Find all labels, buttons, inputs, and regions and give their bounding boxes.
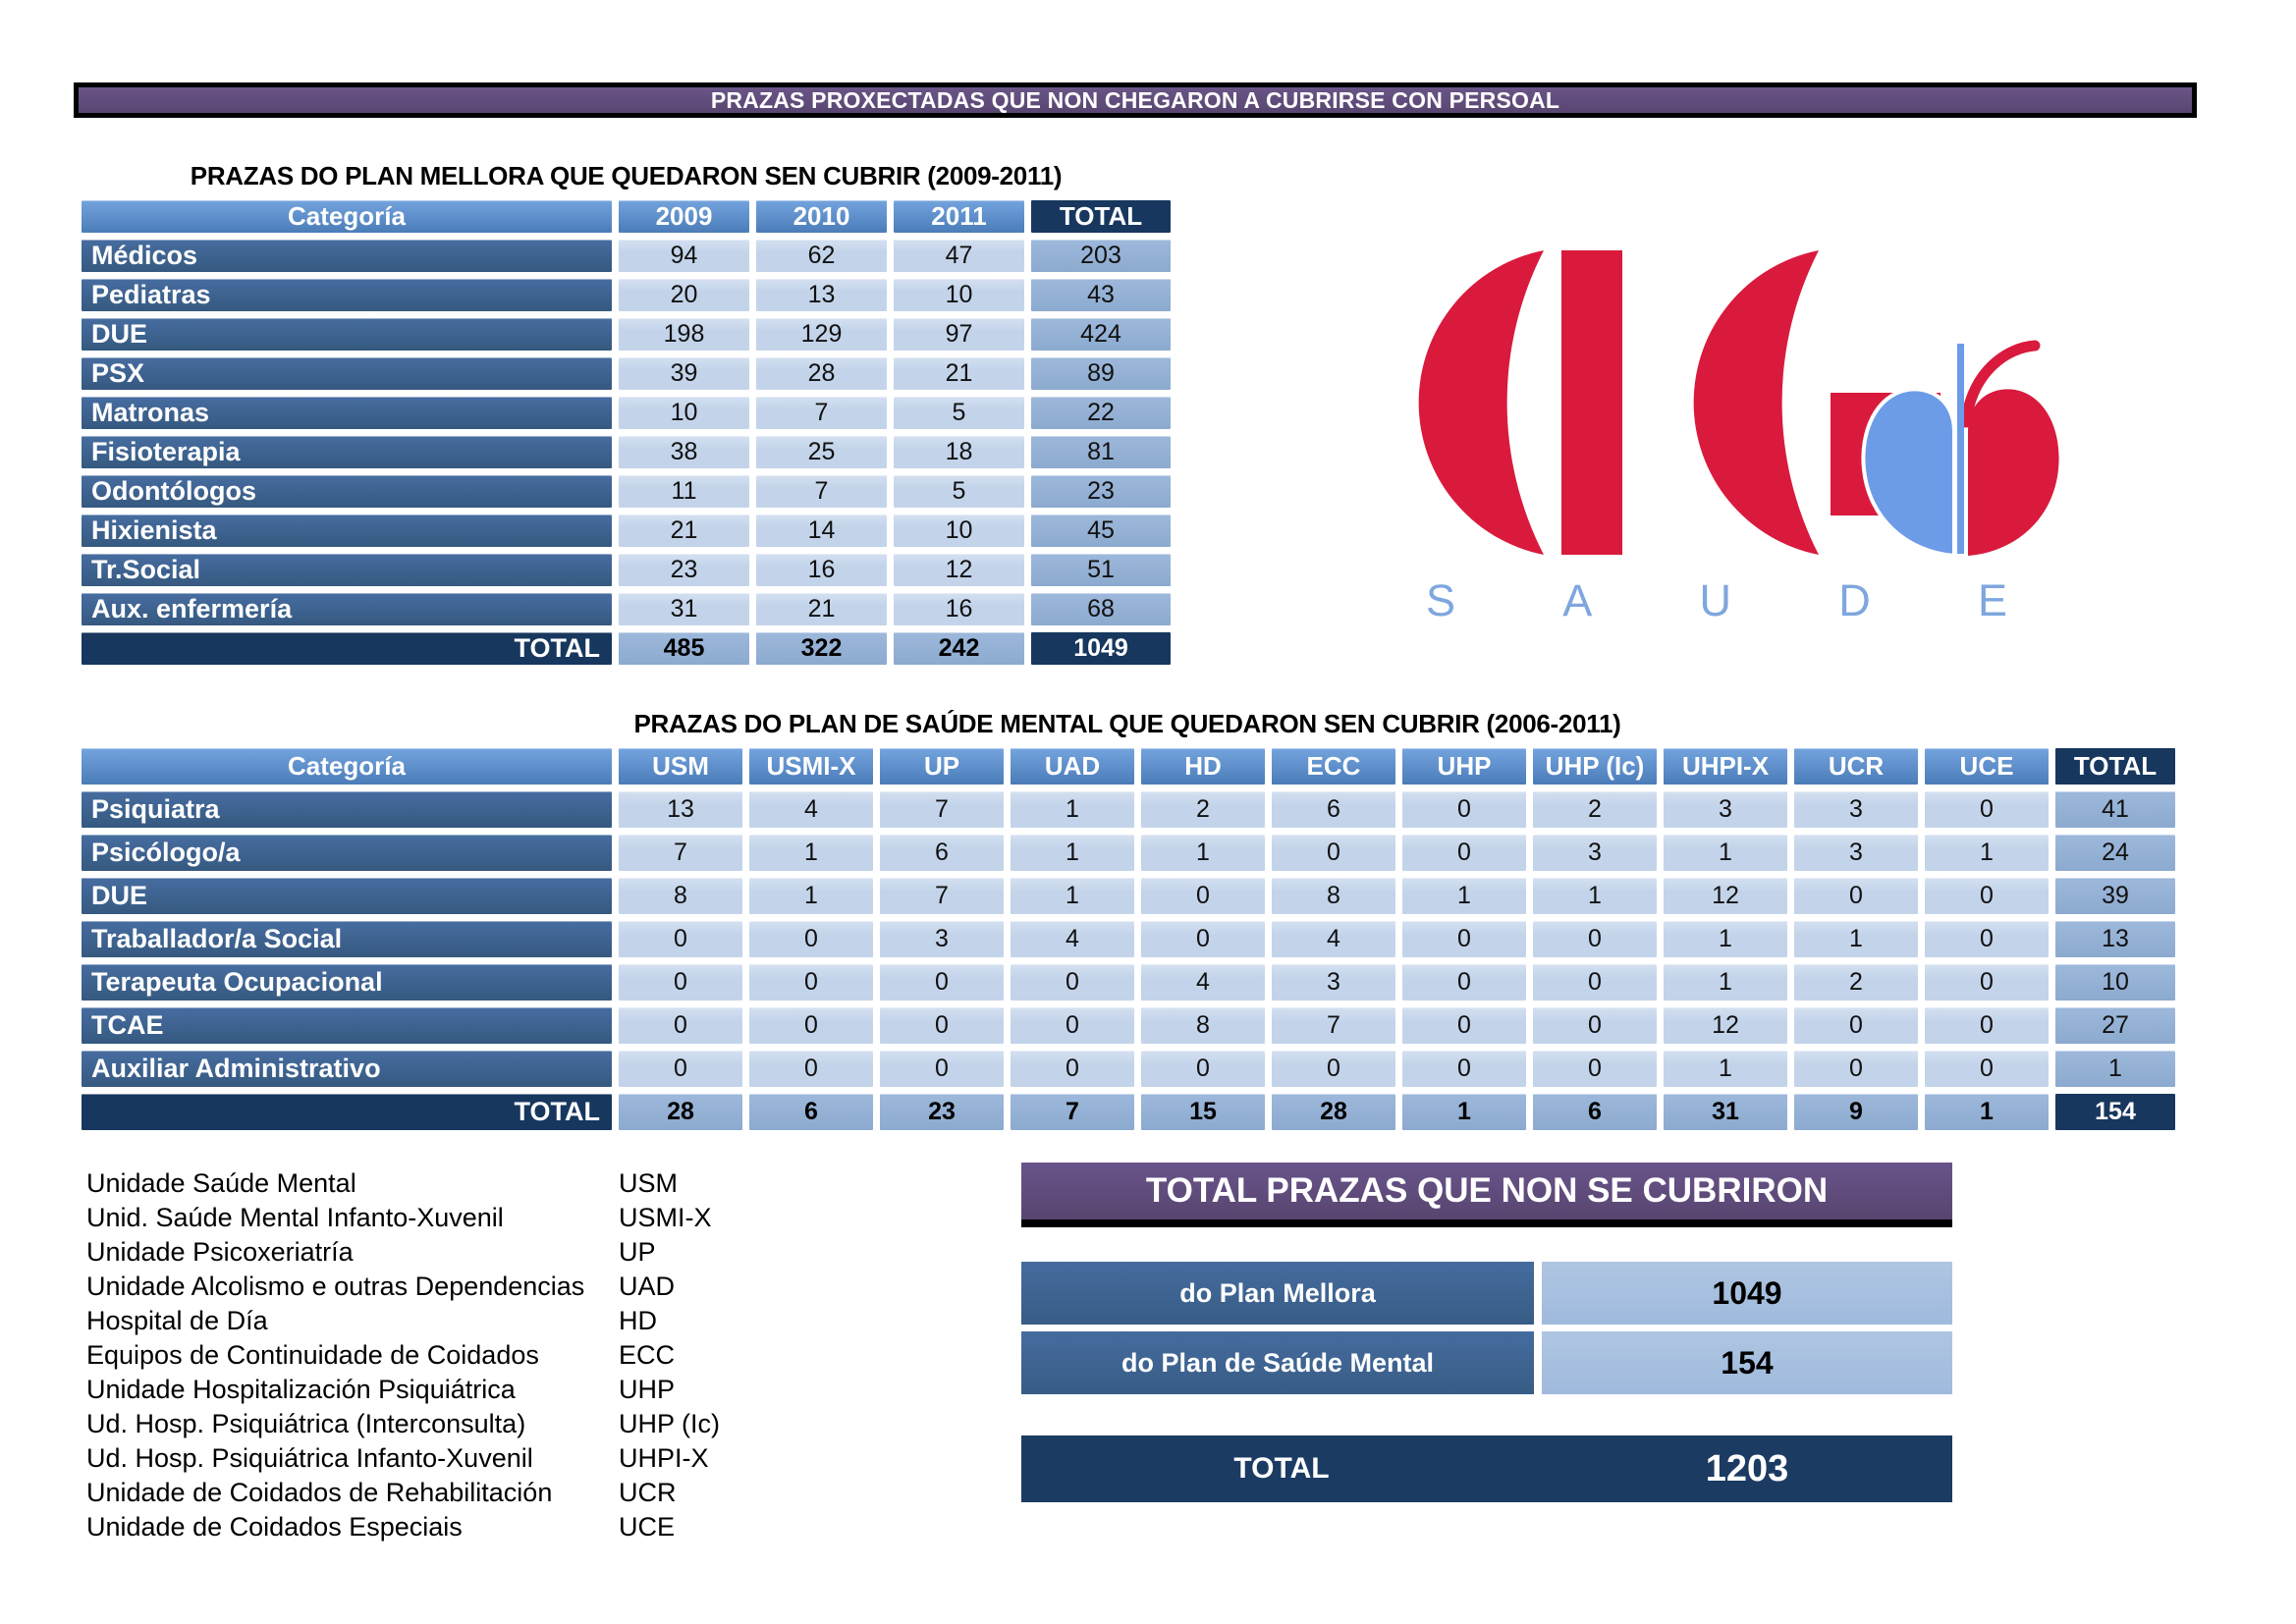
- data-cell: 4: [1141, 964, 1265, 1001]
- data-cell: 4: [1272, 921, 1395, 957]
- legend-item-name: Ud. Hosp. Psiquiátrica (Interconsulta): [86, 1409, 526, 1438]
- data-cell: 94: [619, 240, 749, 272]
- data-cell: 0: [1925, 921, 2049, 957]
- data-cell: 0: [619, 921, 742, 957]
- row-label: Psicólogo/a: [82, 835, 612, 871]
- total-cell: 485: [619, 632, 749, 665]
- data-cell: 0: [1925, 1051, 2049, 1087]
- legend-item-abbr: USMI-X: [619, 1203, 712, 1232]
- data-cell: 1: [1794, 921, 1918, 957]
- data-cell: 8: [619, 878, 742, 914]
- legend-item-name: Unidade Psicoxeriatría: [86, 1237, 354, 1267]
- legend-item-name: Ud. Hosp. Psiquiátrica Infanto-Xuvenil: [86, 1443, 533, 1473]
- total-cell: 23: [880, 1094, 1004, 1130]
- legend-item-abbr: ECC: [619, 1340, 676, 1370]
- summary-label: do Plan de Saúde Mental: [1021, 1331, 1534, 1394]
- column-header: TOTAL: [1031, 200, 1171, 233]
- row-label: DUE: [82, 878, 612, 914]
- column-header: 2009: [619, 200, 749, 233]
- data-cell: 14: [756, 514, 887, 547]
- data-cell: 18: [894, 436, 1024, 468]
- data-cell: 1: [1664, 964, 1787, 1001]
- column-header: UHP: [1402, 748, 1526, 785]
- legend-item-abbr: UCR: [619, 1478, 677, 1507]
- data-cell: 6: [880, 835, 1004, 871]
- data-cell: 1: [1402, 878, 1526, 914]
- total-row-label: TOTAL: [82, 632, 612, 665]
- summary-label: do Plan Mellora: [1021, 1262, 1534, 1325]
- abbreviation-legend: [86, 1166, 720, 1544]
- data-cell: 0: [1925, 878, 2049, 914]
- data-cell: 0: [1925, 964, 2049, 1001]
- row-label: Odontólogos: [82, 475, 612, 508]
- data-cell: 129: [756, 318, 887, 351]
- data-cell: 1: [1533, 878, 1657, 914]
- legend-item-abbr: UCE: [619, 1512, 676, 1542]
- cig-saude-logo: [1416, 245, 2064, 562]
- legend-item-abbr: USM: [619, 1168, 678, 1198]
- data-cell: 39: [2055, 878, 2175, 914]
- column-header: USMI-X: [749, 748, 873, 785]
- data-cell: 0: [880, 964, 1004, 1001]
- total-cell: 6: [1533, 1094, 1657, 1130]
- data-cell: 1: [1664, 921, 1787, 957]
- total-cell: 28: [1272, 1094, 1395, 1130]
- data-cell: 0: [880, 1007, 1004, 1044]
- legend-item-abbr: UP: [619, 1237, 656, 1267]
- data-cell: 0: [1925, 791, 2049, 828]
- saude-wordmark: [1426, 575, 2007, 626]
- data-cell: 12: [1664, 878, 1787, 914]
- page-banner: PRAZAS PROXECTADAS QUE NON CHEGARON A CUBRIRSE CON PERSOAL: [74, 82, 2197, 118]
- data-cell: 0: [1272, 835, 1395, 871]
- summary-row-plan-saude-mental: [1021, 1331, 1952, 1394]
- column-header: ECC: [1272, 748, 1395, 785]
- data-cell: 3: [1533, 835, 1657, 871]
- data-cell: 7: [756, 397, 887, 429]
- row-label: Tr.Social: [82, 554, 612, 586]
- data-cell: 21: [619, 514, 749, 547]
- data-cell: 0: [880, 1051, 1004, 1087]
- total-row-label: TOTAL: [82, 1094, 612, 1130]
- data-cell: 0: [1533, 1051, 1657, 1087]
- row-label: Aux. enfermería: [82, 593, 612, 625]
- total-cell: 7: [1011, 1094, 1134, 1130]
- total-cell: 6: [749, 1094, 873, 1130]
- data-cell: 0: [749, 1051, 873, 1087]
- data-cell: 1: [1011, 791, 1134, 828]
- data-cell: 97: [894, 318, 1024, 351]
- data-cell: 2: [1794, 964, 1918, 1001]
- data-cell: 20: [619, 279, 749, 311]
- data-cell: 0: [749, 921, 873, 957]
- legend-item-abbr: UHP (Ic): [619, 1409, 721, 1438]
- data-cell: 0: [1925, 1007, 2049, 1044]
- data-cell: 0: [1272, 1051, 1395, 1087]
- data-cell: 0: [1011, 1051, 1134, 1087]
- data-cell: 68: [1031, 593, 1171, 625]
- data-cell: 0: [1402, 921, 1526, 957]
- total-cell: 154: [2055, 1094, 2175, 1130]
- data-cell: 12: [894, 554, 1024, 586]
- row-label: Traballador/a Social: [82, 921, 612, 957]
- data-cell: 0: [749, 1007, 873, 1044]
- data-cell: 3: [1794, 791, 1918, 828]
- data-cell: 0: [1794, 1007, 1918, 1044]
- plan-mellora-table: [82, 200, 1171, 665]
- data-cell: 21: [756, 593, 887, 625]
- data-cell: 13: [2055, 921, 2175, 957]
- data-cell: 21: [894, 357, 1024, 390]
- data-cell: 28: [756, 357, 887, 390]
- data-cell: 1: [1011, 835, 1134, 871]
- total-cell: 242: [894, 632, 1024, 665]
- saude-letter: E: [1977, 575, 2007, 625]
- summary-total-row: [1021, 1435, 1952, 1502]
- data-cell: 3: [880, 921, 1004, 957]
- data-cell: 1: [1664, 835, 1787, 871]
- data-cell: 0: [1402, 964, 1526, 1001]
- row-label: Terapeuta Ocupacional: [82, 964, 612, 1001]
- saude-letter: U: [1699, 575, 1731, 625]
- data-cell: 41: [2055, 791, 2175, 828]
- total-cell: 31: [1664, 1094, 1787, 1130]
- data-cell: 7: [880, 791, 1004, 828]
- total-cell: 1: [1925, 1094, 2049, 1130]
- saude-letter: A: [1562, 575, 1593, 625]
- data-cell: 27: [2055, 1007, 2175, 1044]
- summary-total-value: 1203: [1705, 1447, 1789, 1489]
- total-cell: 322: [756, 632, 887, 665]
- data-cell: 11: [619, 475, 749, 508]
- column-header: Categoría: [82, 748, 612, 785]
- legend-item-name: Hospital de Día: [86, 1306, 268, 1335]
- data-cell: 7: [1272, 1007, 1395, 1044]
- row-label: Médicos: [82, 240, 612, 272]
- data-cell: 3: [1794, 835, 1918, 871]
- total-cell: 1049: [1031, 632, 1171, 665]
- data-cell: 7: [880, 878, 1004, 914]
- data-cell: 45: [1031, 514, 1171, 547]
- data-cell: 12: [1664, 1007, 1787, 1044]
- legend-item-name: Unidade Alcolismo e outras Dependencias: [86, 1272, 585, 1301]
- total-cell: 15: [1141, 1094, 1265, 1130]
- summary-value: 154: [1542, 1331, 1952, 1394]
- data-cell: 0: [1011, 1007, 1134, 1044]
- data-cell: 2: [1533, 791, 1657, 828]
- data-cell: 22: [1031, 397, 1171, 429]
- column-header: TOTAL: [2055, 748, 2175, 785]
- data-cell: 39: [619, 357, 749, 390]
- legend-item-name: Unidade Saúde Mental: [86, 1168, 356, 1198]
- cig-letters-icon: [1419, 250, 1941, 555]
- summary-title: TOTAL PRAZAS QUE NON SE CUBRIRON: [1021, 1163, 1952, 1227]
- data-cell: 0: [1141, 1051, 1265, 1087]
- column-header: UHP (Ic): [1533, 748, 1657, 785]
- data-cell: 1: [1141, 835, 1265, 871]
- legend-item-name: Unidade Hospitalización Psiquiátrica: [86, 1375, 516, 1404]
- row-label: TCAE: [82, 1007, 612, 1044]
- column-header: UHPI-X: [1664, 748, 1787, 785]
- summary-row-plan-mellora: [1021, 1262, 1952, 1325]
- data-cell: 0: [749, 964, 873, 1001]
- data-cell: 51: [1031, 554, 1171, 586]
- row-label: Pediatras: [82, 279, 612, 311]
- data-cell: 8: [1141, 1007, 1265, 1044]
- data-cell: 0: [1011, 964, 1134, 1001]
- data-cell: 1: [1925, 835, 2049, 871]
- row-label: DUE: [82, 318, 612, 351]
- data-cell: 89: [1031, 357, 1171, 390]
- legend-item-name: Unidade de Coidados de Rehabilitación: [86, 1478, 553, 1507]
- table1-title: PRAZAS DO PLAN MELLORA QUE QUEDARON SEN CUBRIR (2009-2011): [190, 161, 1063, 190]
- data-cell: 31: [619, 593, 749, 625]
- data-cell: 38: [619, 436, 749, 468]
- row-label: Hixienista: [82, 514, 612, 547]
- data-cell: 13: [756, 279, 887, 311]
- data-cell: 1: [2055, 1051, 2175, 1087]
- data-cell: 4: [749, 791, 873, 828]
- row-label: Psiquiatra: [82, 791, 612, 828]
- total-cell: 9: [1794, 1094, 1918, 1130]
- data-cell: 43: [1031, 279, 1171, 311]
- data-cell: 1: [749, 878, 873, 914]
- data-cell: 3: [1272, 964, 1395, 1001]
- legend-item-name: Equipos de Continuidade de Coidados: [86, 1340, 539, 1370]
- total-cell: 28: [619, 1094, 742, 1130]
- legend-item-abbr: HD: [619, 1306, 657, 1335]
- data-cell: 24: [2055, 835, 2175, 871]
- data-cell: 10: [2055, 964, 2175, 1001]
- legend-item-abbr: UHPI-X: [619, 1443, 709, 1473]
- data-cell: 10: [894, 279, 1024, 311]
- legend-item-abbr: UAD: [619, 1272, 676, 1301]
- row-label: PSX: [82, 357, 612, 390]
- data-cell: 0: [619, 1051, 742, 1087]
- data-cell: 0: [1402, 1007, 1526, 1044]
- data-cell: 25: [756, 436, 887, 468]
- data-cell: 23: [619, 554, 749, 586]
- data-cell: 0: [1533, 1007, 1657, 1044]
- data-cell: 62: [756, 240, 887, 272]
- row-label: Fisioterapia: [82, 436, 612, 468]
- data-cell: 0: [1402, 791, 1526, 828]
- plan-saude-mental-table: [82, 748, 2175, 1130]
- data-cell: 5: [894, 397, 1024, 429]
- summary-total-label: TOTAL: [1233, 1452, 1330, 1485]
- data-cell: 4: [1011, 921, 1134, 957]
- column-header: UAD: [1011, 748, 1134, 785]
- data-cell: 81: [1031, 436, 1171, 468]
- data-cell: 0: [1141, 921, 1265, 957]
- saude-letter: D: [1838, 575, 1871, 625]
- data-cell: 13: [619, 791, 742, 828]
- data-cell: 7: [756, 475, 887, 508]
- total-cell: 1: [1402, 1094, 1526, 1130]
- data-cell: 8: [1272, 878, 1395, 914]
- data-cell: 0: [1533, 921, 1657, 957]
- data-cell: 0: [1794, 878, 1918, 914]
- column-header: UCR: [1794, 748, 1918, 785]
- data-cell: 1: [1664, 1051, 1787, 1087]
- data-cell: 10: [894, 514, 1024, 547]
- data-cell: 5: [894, 475, 1024, 508]
- data-cell: 0: [1402, 1051, 1526, 1087]
- table2-title: PRAZAS DO PLAN DE SAÚDE MENTAL QUE QUEDARON SEN CUBRIR (2006-2011): [633, 709, 1621, 738]
- summary-value: 1049: [1542, 1262, 1952, 1325]
- data-cell: 16: [756, 554, 887, 586]
- data-cell: 203: [1031, 240, 1171, 272]
- data-cell: 6: [1272, 791, 1395, 828]
- legend-item-abbr: UHP: [619, 1375, 676, 1404]
- column-header: UP: [880, 748, 1004, 785]
- column-header: Categoría: [82, 200, 612, 233]
- data-cell: 23: [1031, 475, 1171, 508]
- apple-icon: [1863, 344, 2058, 556]
- data-cell: 47: [894, 240, 1024, 272]
- data-cell: 198: [619, 318, 749, 351]
- data-cell: 1: [1011, 878, 1134, 914]
- column-header: HD: [1141, 748, 1265, 785]
- legend-item-name: Unid. Saúde Mental Infanto-Xuvenil: [86, 1203, 504, 1232]
- row-label: Matronas: [82, 397, 612, 429]
- row-label: Auxiliar Administrativo: [82, 1051, 612, 1087]
- data-cell: 10: [619, 397, 749, 429]
- data-cell: 0: [619, 1007, 742, 1044]
- data-cell: 16: [894, 593, 1024, 625]
- data-cell: 7: [619, 835, 742, 871]
- column-header: 2010: [756, 200, 887, 233]
- data-cell: 2: [1141, 791, 1265, 828]
- column-header: USM: [619, 748, 742, 785]
- data-cell: 0: [619, 964, 742, 1001]
- data-cell: 0: [1141, 878, 1265, 914]
- data-cell: 0: [1533, 964, 1657, 1001]
- data-cell: 0: [1794, 1051, 1918, 1087]
- data-cell: 1: [749, 835, 873, 871]
- data-cell: 0: [1402, 835, 1526, 871]
- data-cell: 3: [1664, 791, 1787, 828]
- column-header: 2011: [894, 200, 1024, 233]
- column-header: UCE: [1925, 748, 2049, 785]
- saude-letter: S: [1426, 575, 1456, 625]
- data-cell: 424: [1031, 318, 1171, 351]
- legend-item-name: Unidade de Coidados Especiais: [86, 1512, 463, 1542]
